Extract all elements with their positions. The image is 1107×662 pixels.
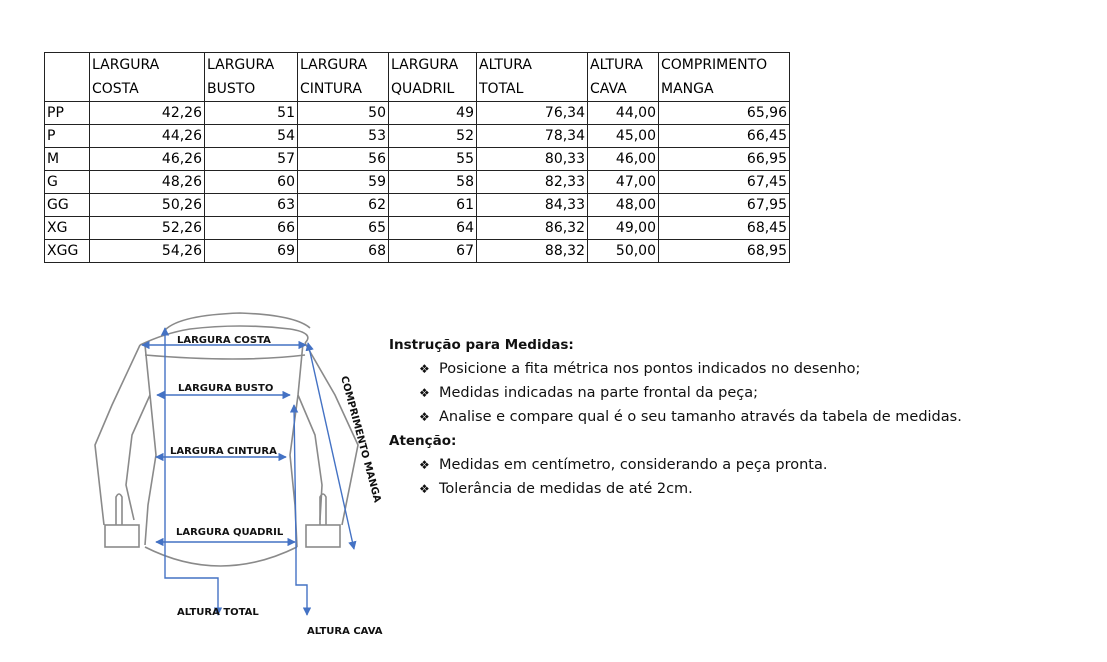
- instruction-text: Medidas indicadas na parte frontal da peça;: [439, 385, 759, 401]
- cell-altura-total: 82,33: [477, 171, 588, 194]
- cell-largura-busto: 63: [205, 194, 298, 217]
- cell-largura-cintura: 65: [298, 217, 389, 240]
- diamond-bullet-icon: ❖: [419, 362, 430, 376]
- cell-largura-quadril: 58: [389, 171, 477, 194]
- header-line1: ALTURA: [590, 57, 643, 73]
- table-header-row: [45, 53, 790, 102]
- cell-largura-busto: 54: [205, 125, 298, 148]
- instructions-list: [389, 357, 1089, 429]
- cell-largura-quadril: 55: [389, 148, 477, 171]
- cell-largura-cintura: 50: [298, 102, 389, 125]
- cell-largura-cintura: 68: [298, 240, 389, 263]
- header-cell-largura-cintura: [298, 53, 389, 102]
- header-line1: LARGURA: [92, 57, 160, 73]
- cell-largura-busto: 60: [205, 171, 298, 194]
- label-largura-cintura: LARGURA CINTURA: [170, 446, 277, 457]
- diamond-bullet-icon: ❖: [419, 482, 430, 496]
- cell-altura-cava: 50,00: [588, 240, 659, 263]
- cell-largura-busto: 51: [205, 102, 298, 125]
- header-cell-altura-total: [477, 53, 588, 102]
- cell-largura-costa: 42,26: [90, 102, 205, 125]
- header-cell-largura-busto: [205, 53, 298, 102]
- label-comprimento-manga: COMPRIMENTO MANGA: [338, 374, 383, 504]
- cell-largura-busto: 69: [205, 240, 298, 263]
- right-body-side: [290, 343, 303, 547]
- right-sleeve-outer: [305, 343, 358, 525]
- cell-comprimento-manga: 66,45: [659, 125, 790, 148]
- table-body: [45, 102, 790, 263]
- cell-size: XG: [45, 217, 90, 240]
- attention-item: [419, 453, 1089, 477]
- header-line2: CAVA: [590, 81, 627, 97]
- label-largura-costa: LARGURA COSTA: [177, 335, 271, 346]
- header-cell-altura-cava: [588, 53, 659, 102]
- cell-largura-costa: 54,26: [90, 240, 205, 263]
- header-line2: QUADRIL: [391, 81, 455, 97]
- cell-altura-cava: 47,00: [588, 171, 659, 194]
- header-cell-comprimento-manga: [659, 53, 790, 102]
- cell-largura-costa: 46,26: [90, 148, 205, 171]
- cell-comprimento-manga: 68,95: [659, 240, 790, 263]
- cell-largura-quadril: 61: [389, 194, 477, 217]
- cell-largura-costa: 48,26: [90, 171, 205, 194]
- table-row: [45, 102, 790, 125]
- cell-altura-total: 88,32: [477, 240, 588, 263]
- left-placket: [116, 494, 122, 525]
- instructions-heading: Instrução para Medidas:: [389, 337, 574, 353]
- label-altura-total: ALTURA TOTAL: [177, 607, 259, 618]
- cell-altura-total: 78,34: [477, 125, 588, 148]
- size-table: [44, 52, 790, 263]
- cell-altura-cava: 49,00: [588, 217, 659, 240]
- table-row: [45, 148, 790, 171]
- cell-altura-cava: 45,00: [588, 125, 659, 148]
- attention-item: [419, 477, 1089, 501]
- header-line1: LARGURA: [300, 57, 368, 73]
- cell-largura-quadril: 67: [389, 240, 477, 263]
- header-cell-size: [45, 53, 90, 102]
- cell-size: P: [45, 125, 90, 148]
- diamond-bullet-icon: ❖: [419, 458, 430, 472]
- attention-list: [389, 453, 1089, 501]
- cell-largura-costa: 44,26: [90, 125, 205, 148]
- instruction-text: Posicione a fita métrica nos pontos indicados no desenho;: [439, 361, 861, 377]
- attention-heading: Atenção:: [389, 433, 457, 449]
- cell-altura-total: 76,34: [477, 102, 588, 125]
- cell-altura-total: 86,32: [477, 217, 588, 240]
- header-cell-largura-costa: [90, 53, 205, 102]
- cell-largura-cintura: 59: [298, 171, 389, 194]
- cell-largura-costa: 50,26: [90, 194, 205, 217]
- cell-largura-cintura: 56: [298, 148, 389, 171]
- table-row: [45, 171, 790, 194]
- cell-largura-cintura: 62: [298, 194, 389, 217]
- label-largura-quadril: LARGURA QUADRIL: [176, 527, 284, 538]
- header-line2: TOTAL: [479, 81, 524, 97]
- cell-altura-total: 80,33: [477, 148, 588, 171]
- shirt-measurement-diagram: [90, 285, 390, 655]
- table-row: [45, 125, 790, 148]
- header-line1: LARGURA: [207, 57, 275, 73]
- label-largura-busto: LARGURA BUSTO: [178, 383, 274, 394]
- table-row: [45, 194, 790, 217]
- table-row: [45, 240, 790, 263]
- arrow-altura-cava: [294, 405, 307, 615]
- right-sleeve-inner: [298, 395, 322, 520]
- cell-altura-total: 84,33: [477, 194, 588, 217]
- header-line1: LARGURA: [391, 57, 459, 73]
- instruction-item: [419, 381, 1089, 405]
- attention-text: Medidas em centímetro, considerando a peça pronta.: [439, 457, 828, 473]
- diamond-bullet-icon: ❖: [419, 410, 430, 424]
- left-body-side: [145, 345, 156, 545]
- instruction-text: Analise e compare qual é o seu tamanho através da tabela de medidas.: [439, 409, 962, 425]
- cell-altura-cava: 44,00: [588, 102, 659, 125]
- cell-largura-quadril: 64: [389, 217, 477, 240]
- cell-largura-quadril: 49: [389, 102, 477, 125]
- cell-largura-busto: 66: [205, 217, 298, 240]
- header-line2: BUSTO: [207, 81, 256, 97]
- cell-size: GG: [45, 194, 90, 217]
- attention-text: Tolerância de medidas de até 2cm.: [439, 481, 693, 497]
- diamond-bullet-icon: ❖: [419, 386, 430, 400]
- right-cuff: [306, 525, 340, 547]
- header-cell-largura-quadril: [389, 53, 477, 102]
- cell-largura-cintura: 53: [298, 125, 389, 148]
- arrow-altura-total: [165, 328, 218, 615]
- instruction-item: [419, 357, 1089, 381]
- measurement-arrows: [142, 328, 354, 615]
- cell-size: G: [45, 171, 90, 194]
- cell-largura-costa: 52,26: [90, 217, 205, 240]
- cell-largura-busto: 57: [205, 148, 298, 171]
- cell-comprimento-manga: 67,45: [659, 171, 790, 194]
- cell-size: M: [45, 148, 90, 171]
- header-line2: MANGA: [661, 81, 714, 97]
- collar: [165, 313, 310, 330]
- left-sleeve-outer: [95, 345, 140, 525]
- yoke-seam: [145, 355, 305, 359]
- cell-altura-cava: 48,00: [588, 194, 659, 217]
- cell-comprimento-manga: 68,45: [659, 217, 790, 240]
- left-sleeve-inner: [126, 395, 150, 520]
- cell-size: XGG: [45, 240, 90, 263]
- left-cuff: [105, 525, 139, 547]
- header-line2: CINTURA: [300, 81, 362, 97]
- instruction-item: [419, 405, 1089, 429]
- header-line1: ALTURA: [479, 57, 532, 73]
- arrow-comprimento-manga: [308, 343, 354, 549]
- cell-altura-cava: 46,00: [588, 148, 659, 171]
- header-line1: COMPRIMENTO: [661, 57, 768, 73]
- cell-comprimento-manga: 65,96: [659, 102, 790, 125]
- label-altura-cava: ALTURA CAVA: [307, 626, 383, 637]
- cell-comprimento-manga: 66,95: [659, 148, 790, 171]
- cell-comprimento-manga: 67,95: [659, 194, 790, 217]
- cell-size: PP: [45, 102, 90, 125]
- hem: [145, 547, 297, 566]
- cell-largura-quadril: 52: [389, 125, 477, 148]
- header-line2: COSTA: [92, 81, 139, 97]
- instructions-block: [389, 333, 1089, 501]
- table-row: [45, 217, 790, 240]
